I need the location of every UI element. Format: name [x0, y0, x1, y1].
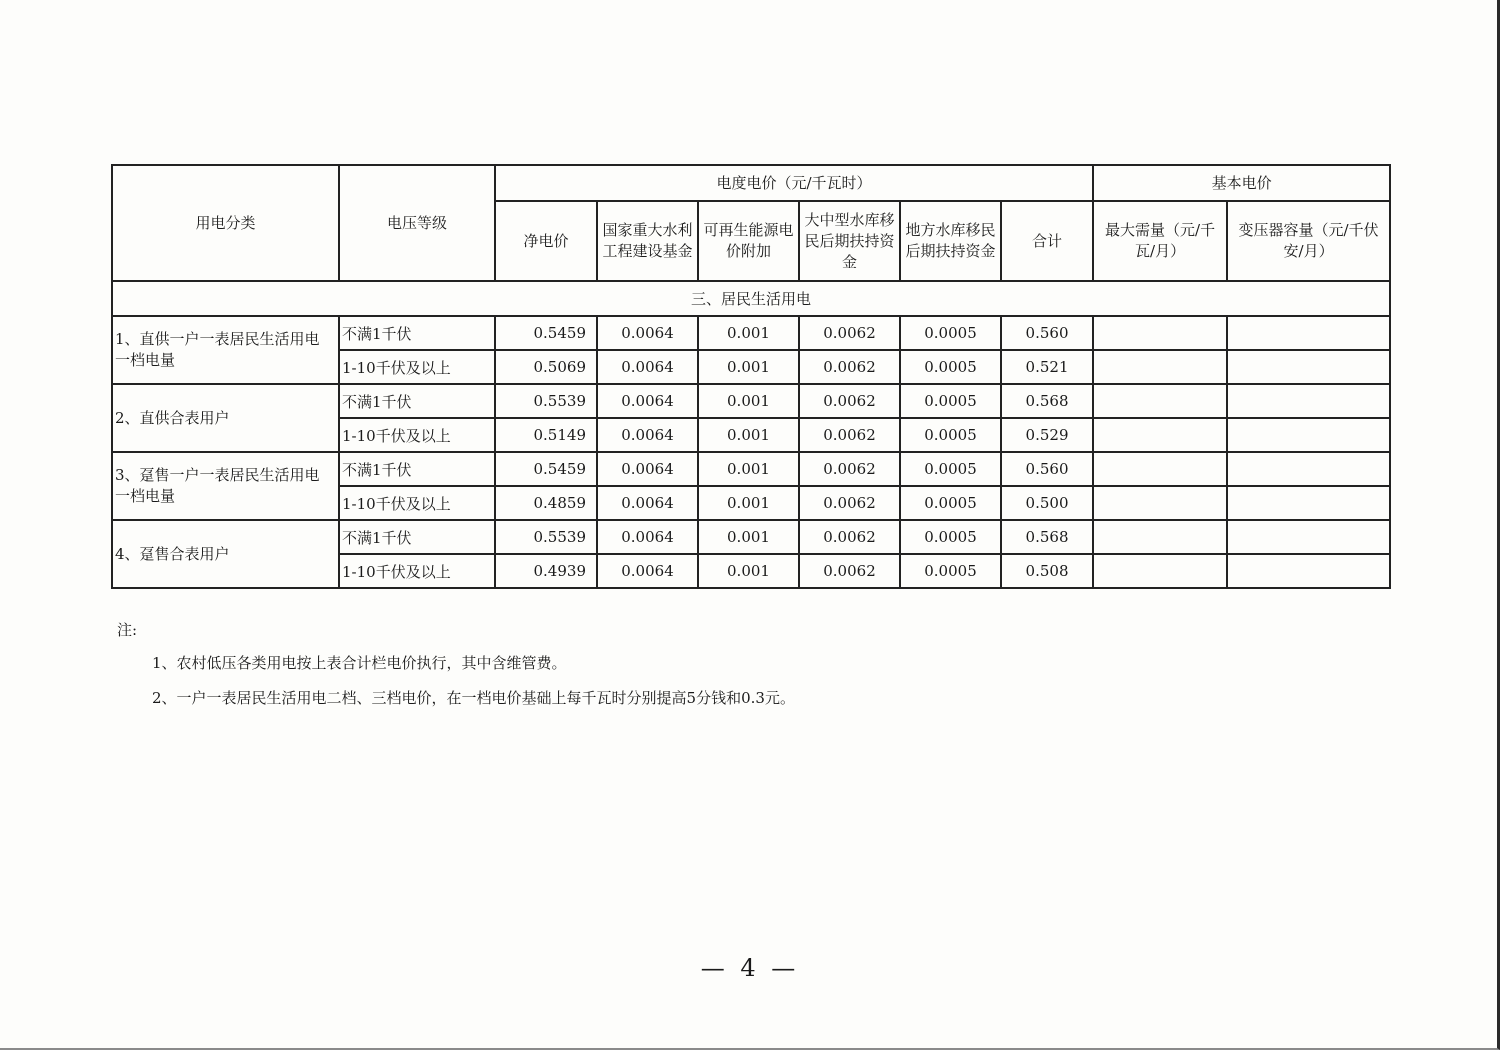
renewable-cell: 0.001: [698, 418, 799, 452]
renewable-cell: 0.001: [698, 452, 799, 486]
renewable-cell: 0.001: [698, 350, 799, 384]
net-price-cell: 0.5149: [495, 418, 597, 452]
header-large-reservoir: 大中型水库移民后期扶持资金: [799, 201, 900, 281]
water-fund-cell: 0.0064: [597, 384, 698, 418]
net-price-cell: 0.5069: [495, 350, 597, 384]
renewable-cell: 0.001: [698, 316, 799, 350]
header-renewable: 可再生能源电价附加: [698, 201, 799, 281]
section-row: [112, 281, 1390, 316]
header-basic-price: 基本电价: [1093, 165, 1390, 201]
total-cell: 0.568: [1001, 520, 1093, 554]
local-reservoir-cell: 0.0005: [900, 486, 1001, 520]
transformer-cell: [1227, 520, 1390, 554]
transformer-cell: [1227, 452, 1390, 486]
net-price-cell: 0.5459: [495, 452, 597, 486]
transformer-cell: [1227, 350, 1390, 384]
large-reservoir-cell: 0.0062: [799, 384, 900, 418]
transformer-cell: [1227, 316, 1390, 350]
local-reservoir-cell: 0.0005: [900, 554, 1001, 588]
renewable-cell: 0.001: [698, 520, 799, 554]
large-reservoir-cell: 0.0062: [799, 418, 900, 452]
total-cell: 0.500: [1001, 486, 1093, 520]
total-cell: 0.508: [1001, 554, 1093, 588]
total-cell: 0.521: [1001, 350, 1093, 384]
water-fund-cell: 0.0064: [597, 452, 698, 486]
net-price-cell: 0.5459: [495, 316, 597, 350]
header-category: 用电分类: [112, 165, 339, 281]
transformer-cell: [1227, 384, 1390, 418]
renewable-cell: 0.001: [698, 486, 799, 520]
header-energy-price: 电度电价（元/千瓦时）: [495, 165, 1093, 201]
renewable-cell: 0.001: [698, 554, 799, 588]
total-cell: 0.560: [1001, 452, 1093, 486]
header-water-fund: 国家重大水利工程建设基金: [597, 201, 698, 281]
voltage-cell: 不满1千伏: [339, 452, 495, 486]
voltage-cell: 1-10千伏及以上: [339, 486, 495, 520]
local-reservoir-cell: 0.0005: [900, 316, 1001, 350]
note-item: 2、一户一表居民生活用电二档、三档电价，在一档电价基础上每千瓦时分别提高5分钱和0.3元。: [152, 689, 795, 707]
page-number: — 4 —: [700, 954, 800, 982]
large-reservoir-cell: 0.0062: [799, 554, 900, 588]
transformer-cell: [1227, 418, 1390, 452]
max-demand-cell: [1093, 384, 1227, 418]
header-net-price: 净电价: [495, 201, 597, 281]
max-demand-cell: [1093, 350, 1227, 384]
renewable-cell: 0.001: [698, 384, 799, 418]
local-reservoir-cell: 0.0005: [900, 350, 1001, 384]
max-demand-cell: [1093, 486, 1227, 520]
table-row: [112, 520, 1390, 554]
section-title: 三、居民生活用电: [112, 281, 1390, 316]
water-fund-cell: 0.0064: [597, 486, 698, 520]
water-fund-cell: 0.0064: [597, 520, 698, 554]
header-total: 合计: [1001, 201, 1093, 281]
water-fund-cell: 0.0064: [597, 418, 698, 452]
header-local-reservoir: 地方水库移民后期扶持资金: [900, 201, 1001, 281]
voltage-cell: 不满1千伏: [339, 520, 495, 554]
total-cell: 0.529: [1001, 418, 1093, 452]
total-cell: 0.560: [1001, 316, 1093, 350]
large-reservoir-cell: 0.0062: [799, 316, 900, 350]
max-demand-cell: [1093, 554, 1227, 588]
voltage-cell: 1-10千伏及以上: [339, 350, 495, 384]
transformer-cell: [1227, 486, 1390, 520]
net-price-cell: 0.4939: [495, 554, 597, 588]
net-price-cell: 0.5539: [495, 384, 597, 418]
local-reservoir-cell: 0.0005: [900, 520, 1001, 554]
table-row: [112, 452, 1390, 486]
water-fund-cell: 0.0064: [597, 316, 698, 350]
header-transformer: 变压器容量（元/千伏安/月）: [1227, 201, 1390, 281]
transformer-cell: [1227, 554, 1390, 588]
local-reservoir-cell: 0.0005: [900, 384, 1001, 418]
water-fund-cell: 0.0064: [597, 554, 698, 588]
large-reservoir-cell: 0.0062: [799, 350, 900, 384]
local-reservoir-cell: 0.0005: [900, 418, 1001, 452]
net-price-cell: 0.5539: [495, 520, 597, 554]
voltage-cell: 不满1千伏: [339, 384, 495, 418]
max-demand-cell: [1093, 520, 1227, 554]
voltage-cell: 1-10千伏及以上: [339, 418, 495, 452]
total-cell: 0.568: [1001, 384, 1093, 418]
max-demand-cell: [1093, 418, 1227, 452]
large-reservoir-cell: 0.0062: [799, 520, 900, 554]
voltage-cell: 1-10千伏及以上: [339, 554, 495, 588]
max-demand-cell: [1093, 316, 1227, 350]
category-cell: 1、直供一户一表居民生活用电一档电量: [112, 316, 339, 384]
category-cell: 2、直供合表用户: [112, 384, 339, 452]
tariff-table: [111, 164, 1391, 589]
header-row-1: [112, 165, 1390, 201]
table-row: [112, 384, 1390, 418]
large-reservoir-cell: 0.0062: [799, 452, 900, 486]
max-demand-cell: [1093, 452, 1227, 486]
net-price-cell: 0.4859: [495, 486, 597, 520]
notes-title: 注:: [117, 621, 138, 639]
large-reservoir-cell: 0.0062: [799, 486, 900, 520]
water-fund-cell: 0.0064: [597, 350, 698, 384]
table-row: [112, 316, 1390, 350]
category-cell: 3、趸售一户一表居民生活用电一档电量: [112, 452, 339, 520]
note-item: 1、农村低压各类用电按上表合计栏电价执行，其中含维管费。: [152, 654, 567, 672]
voltage-cell: 不满1千伏: [339, 316, 495, 350]
header-max-demand: 最大需量（元/千瓦/月）: [1093, 201, 1227, 281]
category-cell: 4、趸售合表用户: [112, 520, 339, 588]
header-voltage: 电压等级: [339, 165, 495, 281]
local-reservoir-cell: 0.0005: [900, 452, 1001, 486]
